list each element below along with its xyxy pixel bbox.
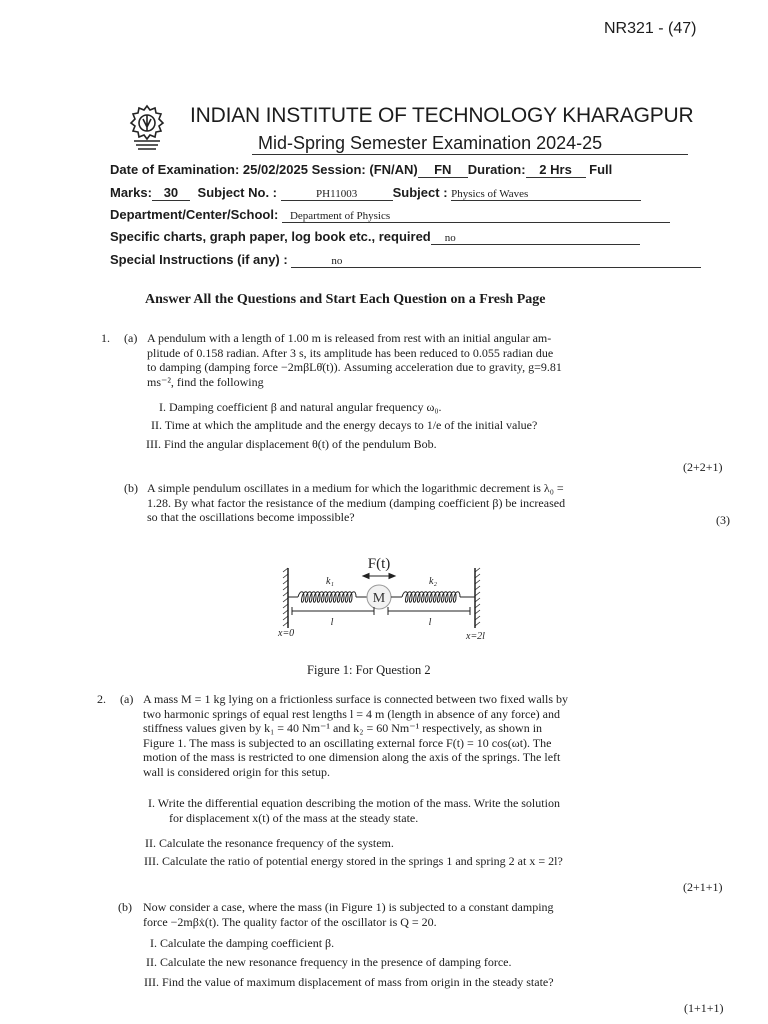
special-instructions-row [110,252,701,268]
exam-title: Mid-Spring Semester Examination 2024-25 [258,133,603,153]
q2b-text [143,900,688,929]
institute-name: INDIAN INSTITUTE OF TECHNOLOGY KHARAGPUR [190,104,694,127]
q2b-marks: (1+1+1) [684,1001,724,1015]
subject-label: Subject : [392,185,448,200]
instruction-heading: Answer All the Questions and Start Each Question on a Fresh Page [145,292,546,307]
spring-mass-figure [270,550,500,650]
department-row [110,207,670,223]
q1b-line-1: A simple pendulum oscillates in a medium for which the logarithmic decrement is λ₀ = [147,481,564,495]
q2-number: 2. [97,692,106,706]
charts-value: no [431,232,640,245]
figure-caption: Figure 1: For Question 2 [307,663,431,677]
q2b-part-ii: II. Calculate the new resonance frequency in the presence of damping force. [146,955,512,969]
special-label: Special Instructions (if any) : [110,252,288,267]
q2a-label: (a) [120,692,134,706]
duration-value: 2 Hrs [526,162,586,178]
q1b-marks: (3) [716,513,730,527]
spring-k1 [288,592,367,603]
q2a-line-6: wall is considered origin for this setup. [143,764,330,779]
x0-label: x=0 [278,628,295,639]
marks-label: Marks: [110,185,152,200]
q2a-part-i-line-1: I. Write the differential equation describing the motion of the mass. Write the solution [148,796,560,810]
q2a-line-3: stiffness values given by k₁ = 40 Nm⁻¹ and k₂ = 60 Nm⁻¹ respectively, as shown in [143,721,543,736]
q1a-text [147,331,687,389]
q2a-line-1: A mass M = 1 kg lying on a frictionless surface is connected between two fixed walls by [143,692,569,706]
special-value: no [291,255,701,268]
charts-row [110,229,640,245]
subject-value: Physics of Waves [451,188,641,201]
institute-logo [128,103,166,151]
q1a-label: (a) [124,331,138,345]
q1a-part-i: I. Damping coefficient β and natural angular frequency ω₀. [159,400,442,414]
q1a-part-iii: III. Find the angular displacement θ(t) of the pendulum Bob. [146,437,437,451]
charts-label: Specific charts, graph paper, log book etc., required [110,229,431,244]
spring-k2 [391,592,475,603]
force-label: F(t) [367,556,391,572]
q1a-line-4: ms⁻², find the following [147,374,264,389]
l-left-label: l [330,617,334,628]
force-arrow [363,574,395,579]
q1a-line-3: to damping (damping force −2mβLθ̇(t)). Assuming acceleration due to gravity, g=9.81 [147,360,562,375]
q2a-marks: (2+1+1) [683,880,723,894]
k2-label: k₂ [429,576,437,587]
q2a-line-4: Figure 1. The mass is subjected to an oscillating external force F(t) = 10 cos(ωt). The [143,735,552,750]
k1-label: k₁ [326,576,334,587]
department-label: Department/Center/School: [110,207,279,222]
date-session-row [110,162,612,178]
q1b-text [147,481,687,525]
full-label: Full [589,162,613,177]
q2a-line-2: two harmonic springs of equal rest lengths l = 4 m (length in absence of any force) and [143,706,560,721]
q2a-part-i-line-2: for displacement x(t) of the mass at the steady state. [169,810,419,825]
q1-number: 1. [101,331,110,345]
l-right-label: l [428,617,432,628]
q1a-line-2: plitude of 0.158 radian. After 3 s, its amplitude has been reduced to 0.055 radian due [147,345,554,360]
q2a-line-5: motion of the mass is restricted to one dimension along the axis of the springs. The left [143,750,561,765]
q2a-part-iii: III. Calculate the ratio of potential energy stored in the springs 1 and spring 2 at x = 2l? [144,854,563,868]
q1a-line-1: A pendulum with a length of 1.00 m is released from rest with an initial angular am- [147,331,552,345]
q1b-label: (b) [124,481,138,495]
q2b-line-2: force −2mβẋ(t). The quality factor of the oscillator is Q = 20. [143,914,437,929]
q2b-line-1: Now consider a case, where the mass (in Figure 1) is subjected to a constant damping [143,900,554,914]
paper-code: NR321 - (47) [604,20,697,37]
q1a-marks: (2+2+1) [683,460,723,474]
q2a-text [143,692,688,780]
q1b-line-3: so that the oscillations become impossible? [147,510,355,525]
q1b-line-2: 1.28. By what factor the resistance of the medium (damping coefficient β) be increased [147,495,566,510]
subject-no-label: Subject No. : [197,185,277,200]
x2l-label: x=2l [466,631,485,642]
q2b-label: (b) [118,900,132,914]
q2a-part-i [148,796,688,825]
q1a-part-ii: II. Time at which the amplitude and the energy decays to 1/e of the initial value? [151,418,538,432]
q2b-part-i: I. Calculate the damping coefficient β. [150,936,335,950]
department-value: Department of Physics [282,210,670,223]
session-value: FN [418,162,468,178]
marks-value: 30 [152,185,190,201]
mass-label: M [372,591,386,606]
date-label: Date of Examination: 25/02/2025 Session: (FN/AN) [110,162,418,177]
duration-label: Duration: [467,162,526,177]
q2a-part-ii: II. Calculate the resonance frequency of the system. [145,836,394,850]
subject-no-value: PH11003 [281,188,393,201]
marks-subject-row [110,185,641,201]
q2b-part-iii: III. Find the value of maximum displacement of mass from origin in the steady state? [144,975,554,989]
